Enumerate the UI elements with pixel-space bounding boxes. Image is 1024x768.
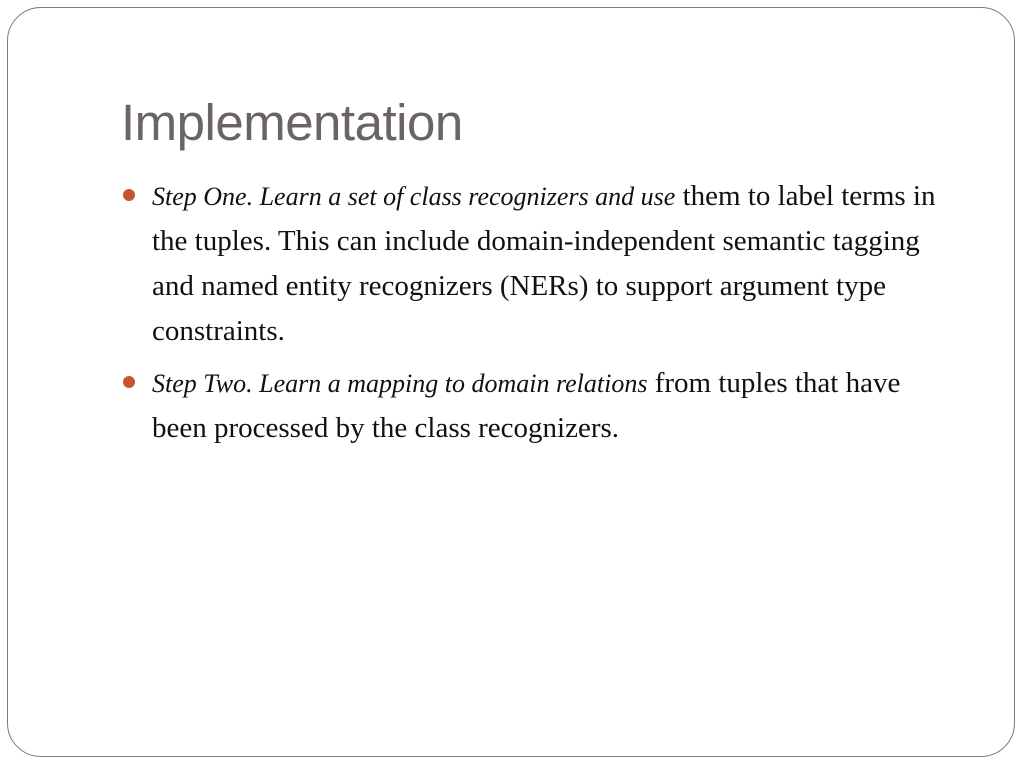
bullet-lead-italic: Step One. Learn a set of class recognizers and use [152,182,676,211]
slide-title: Implementation [121,94,463,151]
bullet-body-text: from tuples that have been processed by the class recognizers. [152,367,901,444]
bullet-step-one [152,174,942,354]
bullet-step-two [152,361,942,451]
slide-frame [7,7,1015,757]
bullet-list [152,174,942,458]
bullet-dot-icon [123,189,135,201]
bullet-body-text: them to label terms in the tuples. This can include domain-independent semantic tagging and named entity recognizers (NERs) to support argument type constraints. [152,180,936,347]
bullet-dot-icon [123,376,135,388]
bullet-lead-italic: Step Two. Learn a mapping to domain relations [152,369,648,398]
